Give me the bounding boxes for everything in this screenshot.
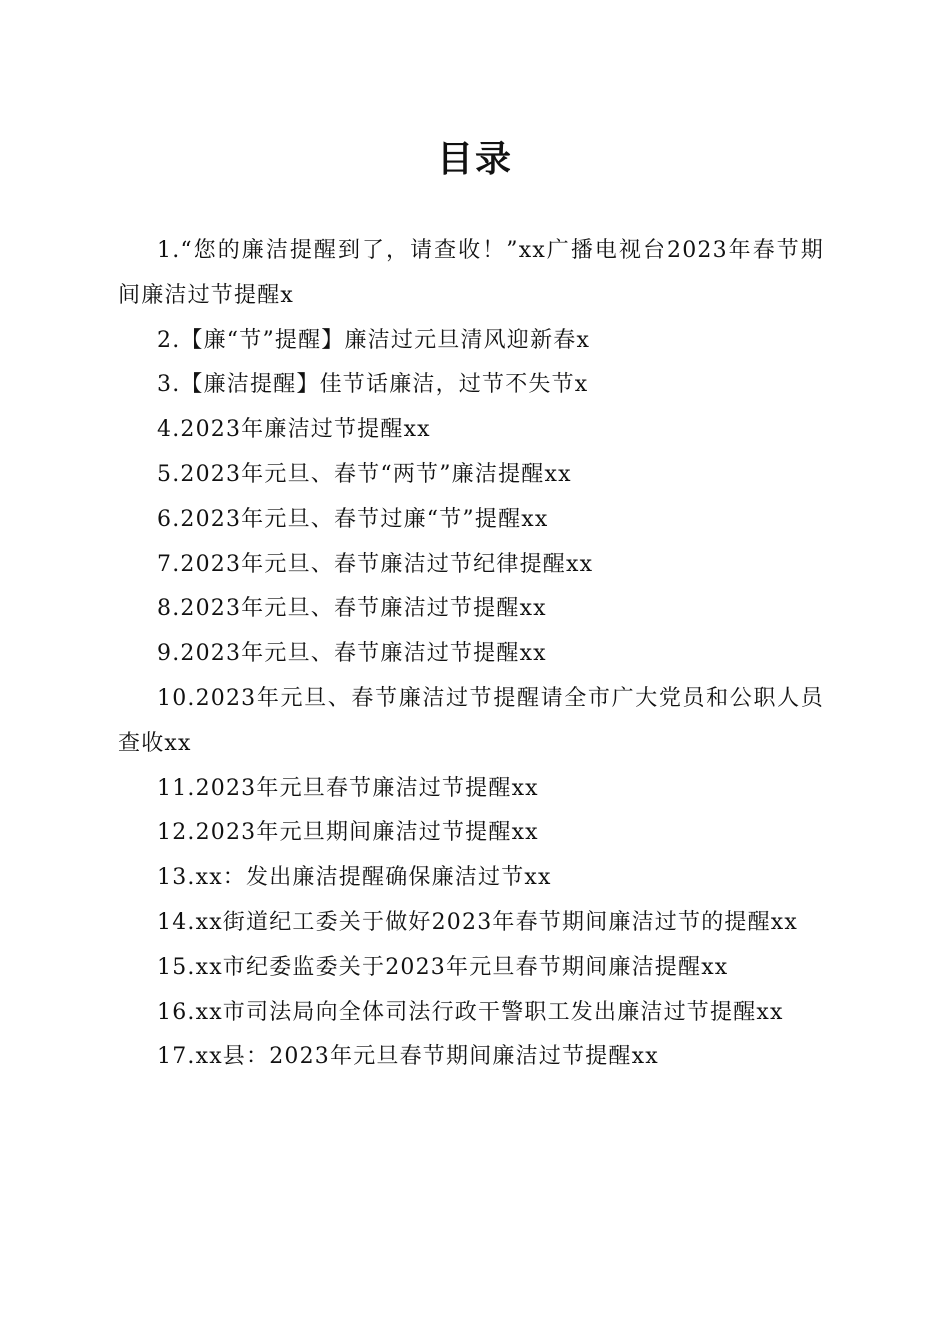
toc-item: 13.xx：发出廉洁提醒确保廉洁过节xx bbox=[157, 865, 552, 891]
toc-item: 8.2023年元旦、春节廉洁过节提醒xx bbox=[157, 596, 547, 622]
toc-item: 14.xx街道纪工委关于做好2023年春节期间廉洁过节的提醒xx bbox=[157, 909, 799, 935]
toc-item: 5.2023年元旦、春节“两节”廉洁提醒xx bbox=[157, 461, 572, 487]
toc-item: 4.2023年廉洁过节提醒xx bbox=[157, 417, 431, 443]
toc-item: 2.【廉“节”提醒】廉洁过元旦清风迎新春x bbox=[157, 327, 591, 353]
toc-item: 7.2023年元旦、春节廉洁过节纪律提醒xx bbox=[157, 551, 594, 577]
toc-item: 1.“您的廉洁提醒到了，请查收！”xx广播电视台2023年春节期间廉洁过节提醒x bbox=[118, 238, 824, 308]
toc-item: 9.2023年元旦、春节廉洁过节提醒xx bbox=[157, 641, 547, 667]
toc-item: 12.2023年元旦期间廉洁过节提醒xx bbox=[157, 820, 539, 846]
toc-item: 16.xx市司法局向全体司法行政干警职工发出廉洁过节提醒xx bbox=[157, 999, 784, 1025]
page-title: 目录 bbox=[436, 139, 513, 180]
toc-item: 11.2023年元旦春节廉洁过节提醒xx bbox=[157, 775, 539, 801]
toc-item: 6.2023年元旦、春节过廉“节”提醒xx bbox=[157, 506, 549, 532]
toc-item: 15.xx市纪委监委关于2023年元旦春节期间廉洁提醒xx bbox=[157, 954, 729, 980]
table-of-contents bbox=[118, 229, 824, 1080]
toc-item: 10.2023年元旦、春节廉洁过节提醒请全市广大党员和公职人员查收xx bbox=[118, 685, 824, 756]
toc-item: 3.【廉洁提醒】佳节话廉洁，过节不失节x bbox=[157, 372, 589, 398]
toc-item: 17.xx县：2023年元旦春节期间廉洁过节提醒xx bbox=[157, 1044, 659, 1070]
